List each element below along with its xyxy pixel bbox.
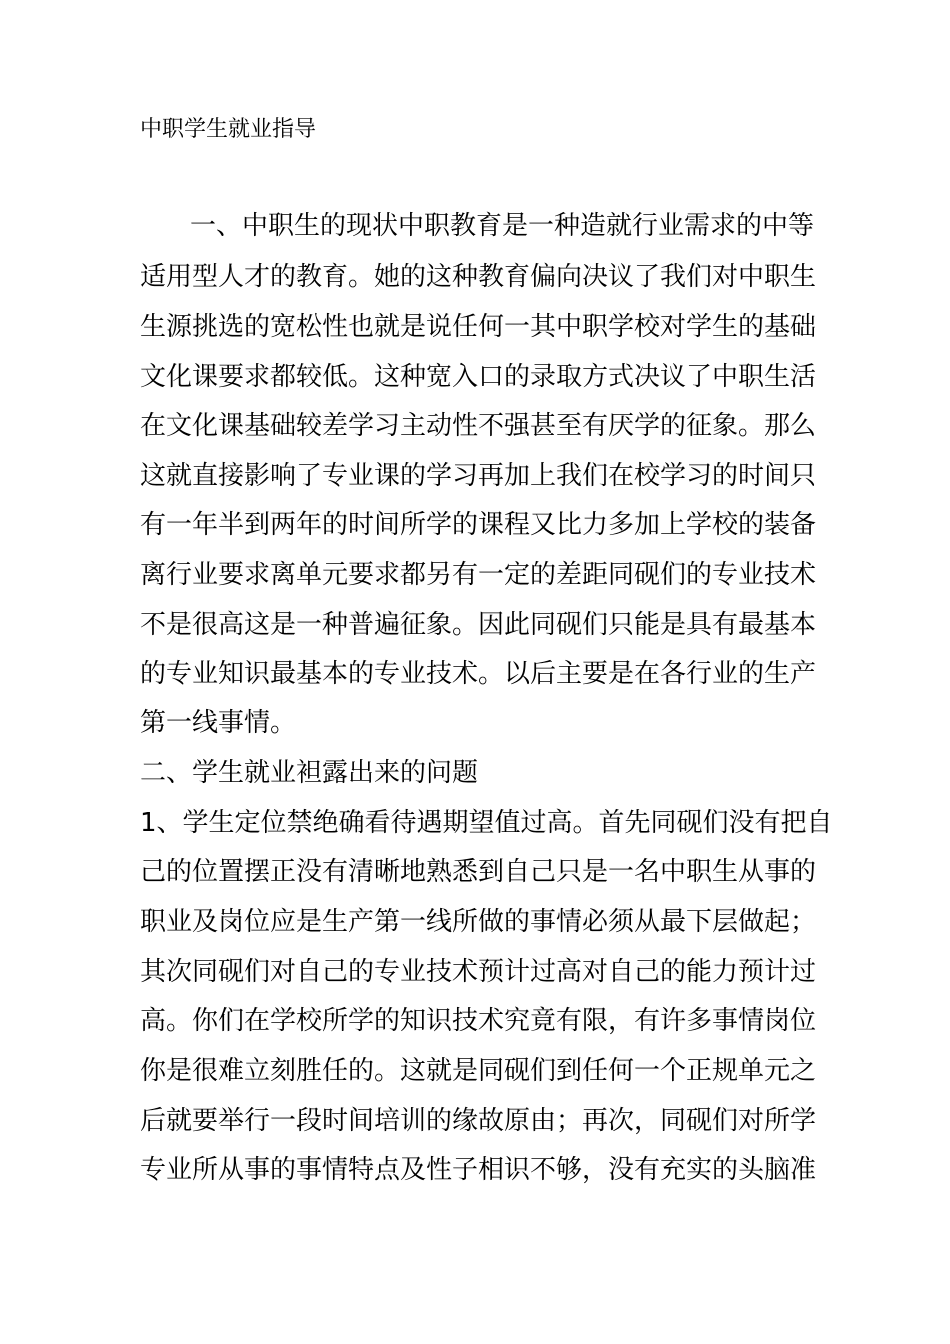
paragraph-line: 一、中职生的现状中职教育是一种造就行业需求的中等: [190, 211, 815, 241]
paragraph-line: 己的位置摆正没有清晰地熟悉到自己只是一名中职生从事的: [140, 857, 817, 887]
paragraph-line: 离行业要求离单元要求都另有一定的差距同砚们的专业技术: [140, 560, 817, 590]
paragraph-line: 1、学生定位禁绝确看待遇期望值过高。首先同砚们没有把自: [140, 808, 833, 838]
document-title: 中职学生就业指导: [140, 117, 317, 142]
paragraph-line: 不是很高这是一种普遍征象。因此同砚们只能是具有最基本: [140, 610, 817, 640]
paragraph-line: 适用型人才的教育。她的这种教育偏向决议了我们对中职生: [140, 262, 817, 292]
paragraph-line: 生源挑选的宽松性也就是说任何一其中职学校对学生的基础: [140, 312, 817, 342]
paragraph-line: 的专业知识最基本的专业技术。以后主要是在各行业的生产: [140, 659, 817, 689]
paragraph-line: 你是很难立刻胜任的。这就是同砚们到任何一个正规单元之: [140, 1056, 817, 1086]
paragraph-line: 其次同砚们对自己的专业技术预计过高对自己的能力预计过: [140, 957, 817, 987]
paragraph-line: 第一线事情。: [140, 708, 297, 738]
paragraph-line: 这就直接影响了专业课的学习再加上我们在校学习的时间只: [140, 461, 817, 491]
paragraph-line: 后就要举行一段时间培训的缘故原由；再次，同砚们对所学: [140, 1106, 817, 1136]
section-heading: 二、学生就业袒露出来的问题: [140, 758, 479, 788]
paragraph-line: 专业所从事的事情特点及性子相识不够，没有充实的头脑准: [140, 1155, 817, 1185]
paragraph-line: 文化课要求都较低。这种宽入口的录取方式决议了中职生活: [140, 362, 817, 392]
paragraph-line: 在文化课基础较差学习主动性不强甚至有厌学的征象。那么: [140, 411, 817, 441]
paragraph-line: 高。你们在学校所学的知识技术究竟有限，有许多事情岗位: [140, 1006, 817, 1036]
paragraph-line: 职业及岗位应是生产第一线所做的事情必须从最下层做起；: [140, 907, 817, 937]
paragraph-line: 有一年半到两年的时间所学的课程又比力多加上学校的装备: [140, 510, 817, 540]
